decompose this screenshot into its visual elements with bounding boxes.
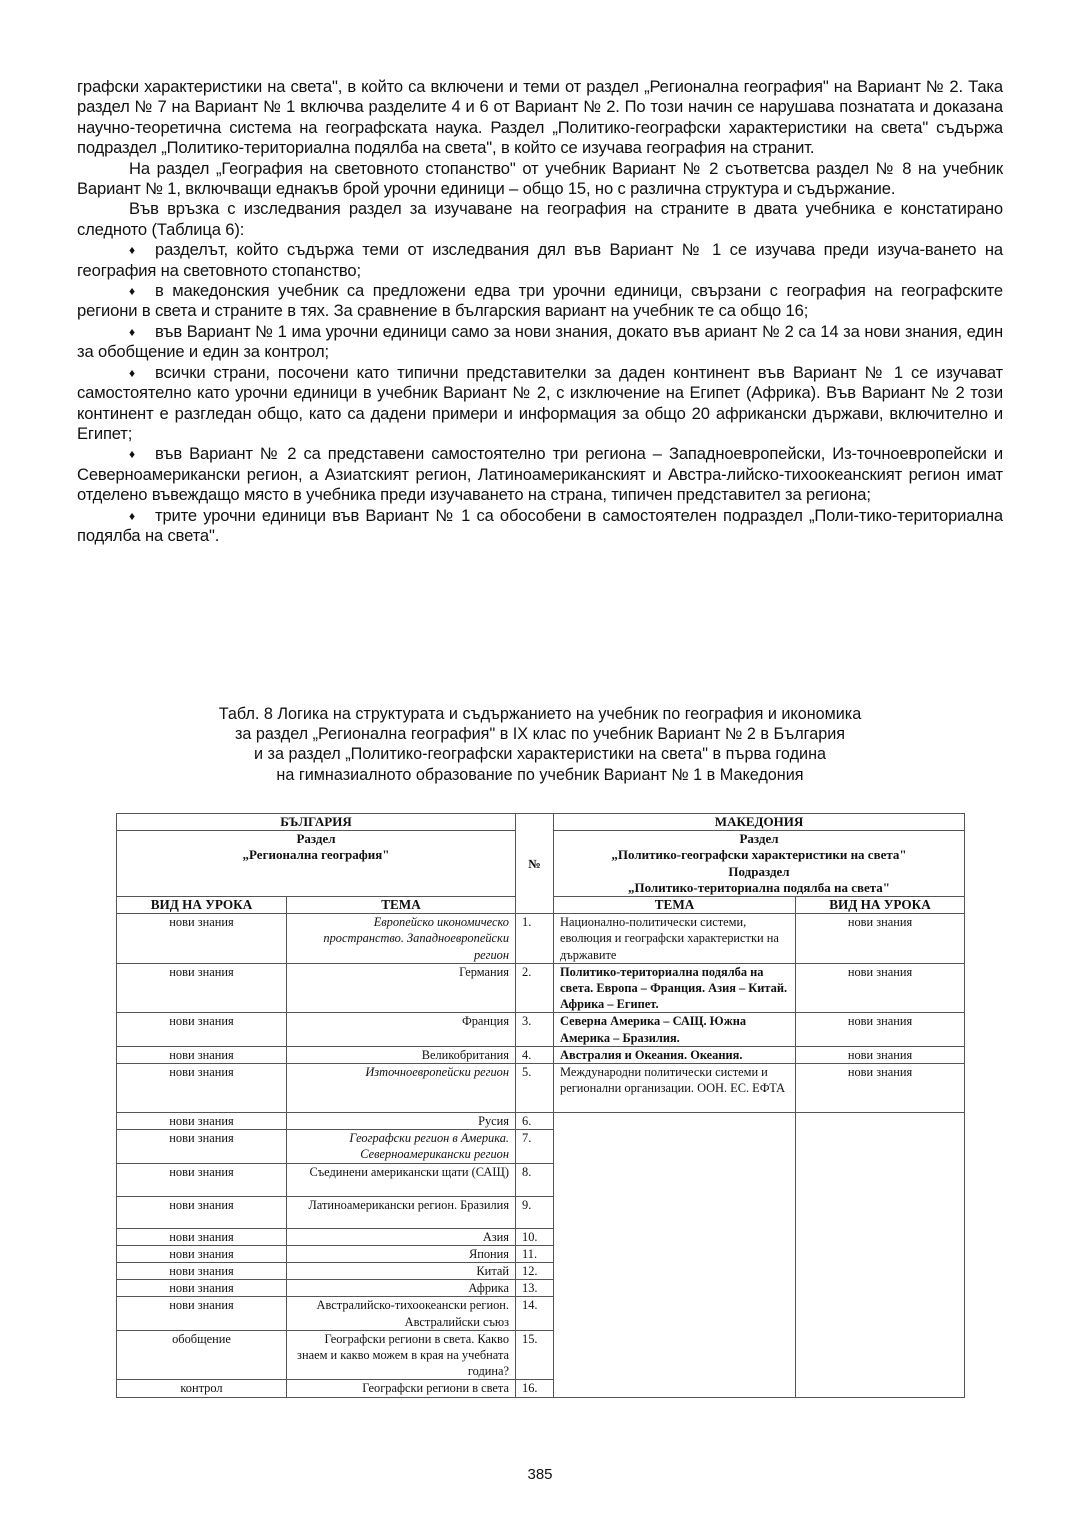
bullet-item bbox=[77, 444, 1003, 505]
bg-lesson-type: нови знания bbox=[117, 1280, 287, 1297]
section-name: „Регионална география" bbox=[242, 847, 390, 863]
bg-topic: Географски регион в Америка. Северноамерикански регион bbox=[287, 1130, 516, 1163]
number-column-header: № bbox=[516, 814, 554, 914]
diamond-bullet-icon: ♦ bbox=[129, 243, 135, 258]
bg-lesson-type: нови знания bbox=[117, 1245, 287, 1262]
bg-topic: Русия bbox=[287, 1113, 516, 1130]
lesson-number: 4. bbox=[516, 1046, 554, 1063]
bullet-text: трите урочни единици във Вариант № 1 са обособени в самостоятелен подраздел „Поли-тико-териториална подялба на света". bbox=[77, 505, 1003, 545]
table-row bbox=[117, 1046, 965, 1063]
diamond-bullet-icon: ♦ bbox=[129, 365, 135, 380]
col-header-tema-mk: ТЕМА bbox=[554, 897, 796, 914]
lesson-number: 3. bbox=[516, 1013, 554, 1046]
bg-lesson-type: нови знания bbox=[117, 1013, 287, 1046]
mk-topic: Национално-политически системи, еволюция и географски характеристки на държавите bbox=[554, 914, 796, 964]
bullet-text: в македонския учебник са предложени едва три урочни единици, свързани с география на географските региони в света и страните в тях. За сравнение в българския вариант на учебник те са общо 16; bbox=[77, 281, 1003, 321]
mk-lesson-type: нови знания bbox=[796, 1013, 965, 1046]
lesson-number: 11. bbox=[516, 1245, 554, 1262]
diamond-bullet-icon: ♦ bbox=[129, 508, 135, 523]
section-name: „Политико-географски характеристики на света" bbox=[611, 847, 907, 863]
lesson-number: 2. bbox=[516, 963, 554, 1013]
bg-lesson-type: нови знания bbox=[117, 1064, 287, 1113]
paragraph-continuation: графски характеристики на света", в който са включени и теми от раздел „Регионална география" на Вариант № 2. Така раздел № 7 на Вариант № 1 включва разделите 4 и 6 от Вариант № 2. По този начин се нарушава познатата и доказана научно-теоретична система на географската наука. Раздел „Политико-географски характеристики на света" съдържа подраздел „Политико-териториална подялба на света", в който се изучава география на странит. bbox=[77, 77, 1003, 158]
bg-topic: Великобритания bbox=[287, 1046, 516, 1063]
bg-topic: Европейско икономическо пространство. Западноевропейски регион bbox=[287, 914, 516, 964]
lesson-number: 12. bbox=[516, 1263, 554, 1280]
bg-lesson-type: нови знания bbox=[117, 1163, 287, 1196]
bullet-item bbox=[77, 506, 1003, 547]
bullet-text: във Вариант № 1 има урочни единици само за нови знания, докато във ариант № 2 са 14 за нови знания, един за обобщение и един за контрол; bbox=[77, 321, 1003, 362]
mk-topic: Политико-териториална подялба на света. Европа – Франция. Азия – Китай. Африка – Египет. bbox=[554, 963, 796, 1013]
lesson-number: 6. bbox=[516, 1113, 554, 1130]
bg-lesson-type: контрол bbox=[117, 1380, 287, 1397]
bulgaria-header: БЪЛГАРИЯ bbox=[117, 814, 516, 831]
mk-lesson-type-empty bbox=[796, 1113, 965, 1398]
mk-topic: Международни политически системи и регионални организации. ООН. ЕС. ЕФТА bbox=[554, 1064, 796, 1113]
bg-lesson-type: нови знания bbox=[117, 963, 287, 1013]
bg-lesson-type: нови знания bbox=[117, 1196, 287, 1228]
caption-line: на гимназиалното образование по учебник Вариант № 1 в Македония bbox=[276, 765, 804, 784]
bullet-item bbox=[77, 322, 1003, 363]
mk-topic: Австралия и Океания. Океания. bbox=[554, 1046, 796, 1063]
body-text bbox=[77, 77, 1003, 546]
lesson-number: 10. bbox=[516, 1228, 554, 1245]
diamond-bullet-icon: ♦ bbox=[129, 284, 135, 299]
mk-lesson-type: нови знания bbox=[796, 1046, 965, 1063]
caption-line: за раздел „Регионална география" в IX клас по учебник Вариант № 2 в България bbox=[234, 725, 846, 744]
bg-topic: Австралийско-тихоокеански регион. Австралийски съюз bbox=[287, 1297, 516, 1330]
bg-topic: Източноевропейски регион bbox=[287, 1064, 516, 1113]
subsection-label: Подраздел bbox=[728, 863, 790, 879]
bullet-text: разделът, който съдържа теми от изследвания дял във Вариант № 1 се изучава преди изуча-ването на география на световното стопанство; bbox=[77, 240, 1003, 280]
bullet-text: във Вариант № 2 са представени самостоятелно три региона – Западноевропейски, Из-точноевропейски и Северноамерикански регион, а Азиатският регион, Латиноамериканският и Австра-лийско-тихоокеанският регион имат отделено въвеждащо място в учебника преди изучаването на страна, типичен представител за региона; bbox=[77, 444, 1003, 505]
macedonia-section-header bbox=[554, 831, 965, 897]
bg-lesson-type: нови знания bbox=[117, 1130, 287, 1163]
bulgaria-section-header bbox=[117, 831, 516, 897]
mk-topic: Северна Америка – САЩ. Южна Америка – Бразилия. bbox=[554, 1013, 796, 1046]
section-label: Раздел bbox=[739, 831, 779, 847]
lesson-number: 7. bbox=[516, 1130, 554, 1163]
bullet-item bbox=[77, 363, 1003, 445]
paragraph: На раздел „География на световното стопанство" от учебник Вариант № 2 съответсва раздел № 8 на учебник Вариант № 1, включващи еднакъв брой урочни единици – общо 15, но с различна структура и съдържание. bbox=[77, 158, 1003, 199]
table-row bbox=[117, 1013, 965, 1046]
mk-lesson-type: нови знания bbox=[796, 1064, 965, 1113]
caption-line: и за раздел „Политико-географски характеристики на света" в първа година bbox=[253, 745, 827, 764]
table-row bbox=[117, 914, 965, 964]
paragraph: Във връзка с изследвания раздел за изучаване на география на страните в двата учебника е констатирано следното (Таблица 6): bbox=[77, 199, 1003, 239]
bg-topic: Географски региони в света. Какво знаем и какво можем в края на учебната година? bbox=[287, 1330, 516, 1380]
bg-topic: Германия bbox=[287, 963, 516, 1013]
bg-lesson-type: нови знания bbox=[117, 1263, 287, 1280]
bg-lesson-type: нови знания bbox=[117, 1046, 287, 1063]
section-label: Раздел bbox=[296, 831, 336, 847]
lesson-number: 16. bbox=[516, 1380, 554, 1397]
bg-topic: Географски региони в света bbox=[287, 1380, 516, 1397]
mk-lesson-type: нови знания bbox=[796, 914, 965, 964]
bg-topic: Азия bbox=[287, 1228, 516, 1245]
col-header-tema-bg: ТЕМА bbox=[287, 897, 516, 914]
page-number: 385 bbox=[527, 1466, 553, 1483]
subsection-name: „Политико-териториална подялба на света" bbox=[627, 879, 891, 895]
bullet-item bbox=[77, 240, 1003, 281]
lesson-number: 5. bbox=[516, 1064, 554, 1113]
bg-lesson-type: нови знания bbox=[117, 1113, 287, 1130]
macedonia-header: МАКЕДОНИЯ bbox=[554, 814, 965, 831]
table-caption bbox=[120, 704, 960, 785]
lesson-number: 9. bbox=[516, 1196, 554, 1228]
bg-lesson-type: нови знания bbox=[117, 1297, 287, 1330]
lesson-number: 1. bbox=[516, 914, 554, 964]
lesson-number: 15. bbox=[516, 1330, 554, 1380]
bg-lesson-type: обобщение bbox=[117, 1330, 287, 1380]
bg-topic: Африка bbox=[287, 1280, 516, 1297]
lesson-number: 14. bbox=[516, 1297, 554, 1330]
col-header-vid-bg: ВИД НА УРОКА bbox=[117, 897, 287, 914]
lesson-number: 8. bbox=[516, 1163, 554, 1196]
bg-topic: Съединени американски щати (САЩ) bbox=[287, 1163, 516, 1196]
mk-lesson-type: нови знания bbox=[796, 963, 965, 1013]
bullet-list bbox=[77, 240, 1003, 546]
table-row bbox=[117, 1113, 965, 1130]
mk-topic-empty bbox=[554, 1113, 796, 1398]
table-row bbox=[117, 1064, 965, 1113]
bg-topic: Франция bbox=[287, 1013, 516, 1046]
bg-topic: Китай bbox=[287, 1263, 516, 1280]
bg-lesson-type: нови знания bbox=[117, 914, 287, 964]
bg-lesson-type: нови знания bbox=[117, 1228, 287, 1245]
comparison-table bbox=[116, 813, 965, 1398]
diamond-bullet-icon: ♦ bbox=[129, 447, 135, 462]
diamond-bullet-icon: ♦ bbox=[129, 324, 135, 339]
col-header-vid-mk: ВИД НА УРОКА bbox=[796, 897, 965, 914]
lesson-number: 13. bbox=[516, 1280, 554, 1297]
table-row bbox=[117, 963, 965, 1013]
bullet-item bbox=[77, 281, 1003, 322]
caption-line: Табл. 8 Логика на структурата и съдържанието на учебник по география и икономика bbox=[218, 705, 862, 723]
bg-topic: Латиноамерикански регион. Бразилия bbox=[287, 1196, 516, 1228]
bg-topic: Япония bbox=[287, 1245, 516, 1262]
bullet-text: всички страни, посочени като типични представителки за даден континент във Вариант № 1 се изучават самостоятелно като урочни единици в учебник Вариант № 2, с изключение на Египет (Африка). Във Вариант № 2 този континент е разгледан общо, като са дадени примери и информация за общо 20 африкански държави, включително и Египет; bbox=[77, 362, 1003, 443]
